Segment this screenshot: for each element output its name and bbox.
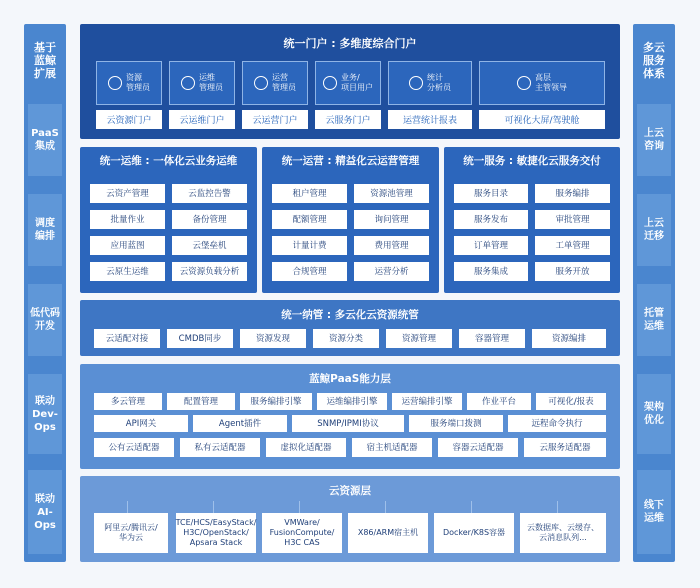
service-item[interactable]: 服务发布 xyxy=(454,210,528,229)
user-icon xyxy=(323,76,337,90)
ops-item[interactable]: 批量作业 xyxy=(90,210,165,229)
paas-row3-item[interactable]: 云服务适配器 xyxy=(524,438,606,457)
paas-row1-item[interactable]: 可视化/报表 xyxy=(536,393,606,410)
operation-item[interactable]: 租户管理 xyxy=(272,184,347,203)
paas-row2-item[interactable]: SNMP/IPMI协议 xyxy=(292,415,404,432)
left-sidebar xyxy=(24,24,66,562)
resource-item[interactable]: Docker/K8S容器 xyxy=(434,513,514,553)
left-bar-item[interactable]: 联动 AI- Ops xyxy=(28,470,62,554)
resource-item[interactable]: X86/ARM宿主机 xyxy=(348,513,428,553)
right-bar-item[interactable]: 上云 咨询 xyxy=(637,104,671,176)
portal-role-label: 统计 分析员 xyxy=(427,73,451,92)
operation-item[interactable]: 运营分析 xyxy=(354,262,429,281)
resource-item[interactable]: TCE/HCS/EasyStack/ H3C/OpenStack/ Apsara Stack xyxy=(176,513,256,553)
portal-link-ops[interactable]: 云运维门户 xyxy=(169,110,235,129)
connector-line xyxy=(471,501,472,513)
portal-title: 统一门户 : 多维度综合门户 xyxy=(283,37,417,50)
paas-layer xyxy=(80,364,620,469)
left-bar-head: 基于 蓝鲸 扩展 xyxy=(34,40,56,80)
resource-layer xyxy=(80,476,620,562)
nano-item[interactable]: 云适配对接 xyxy=(94,329,160,348)
leader-icon xyxy=(517,76,531,90)
paas-row1-item[interactable]: 运营编排引擎 xyxy=(392,393,462,410)
paas-row1-item[interactable]: 运维编排引擎 xyxy=(317,393,387,410)
nano-item[interactable]: 容器管理 xyxy=(459,329,525,348)
paas-row3-item[interactable]: 宿主机适配器 xyxy=(352,438,432,457)
nano-title: 统一纳管 : 多云化云资源统管 xyxy=(281,309,419,321)
ops-item[interactable]: 云监控告警 xyxy=(172,184,247,203)
ops-item[interactable]: 应用蓝图 xyxy=(90,236,165,255)
operation-panel xyxy=(262,147,439,293)
connector-line xyxy=(299,501,300,513)
service-item[interactable]: 服务开放 xyxy=(535,262,610,281)
paas-row1-item[interactable]: 服务编排引擎 xyxy=(240,393,312,410)
service-title: 统一服务 : 敏捷化云服务交付 xyxy=(463,155,601,167)
portal-role-project-user[interactable] xyxy=(315,61,381,105)
portal-role-label: 业务/ 项目用户 xyxy=(341,73,373,92)
portal-link-report[interactable]: 运营统计报表 xyxy=(388,110,472,129)
portal-link-resource[interactable]: 云资源门户 xyxy=(96,110,162,129)
ops-item[interactable]: 云堡垒机 xyxy=(172,236,247,255)
left-bar-item[interactable]: 低代码 开发 xyxy=(28,284,62,356)
ops-title: 统一运维 : 一体化云业务运维 xyxy=(99,155,238,167)
service-panel xyxy=(444,147,620,293)
paas-row2-item[interactable]: 远程命令执行 xyxy=(508,415,606,432)
paas-row1-item[interactable]: 多云管理 xyxy=(94,393,162,410)
service-item[interactable]: 服务编排 xyxy=(535,184,610,203)
portal-role-leader[interactable] xyxy=(479,61,605,105)
portal-layer xyxy=(80,24,620,139)
left-bar-item[interactable]: 调度 编排 xyxy=(28,194,62,266)
operator-icon xyxy=(254,76,268,90)
paas-row3-item[interactable]: 私有云适配器 xyxy=(180,438,260,457)
right-bar-item[interactable]: 托管 运维 xyxy=(637,284,671,356)
ops-item[interactable]: 云原生运维 xyxy=(90,262,165,281)
right-bar-head: 多云 服务 体系 xyxy=(643,40,665,80)
portal-role-resource-admin[interactable] xyxy=(96,61,162,105)
right-sidebar xyxy=(633,24,675,562)
operation-item[interactable]: 计量计费 xyxy=(272,236,347,255)
nano-item[interactable]: 资源分类 xyxy=(313,329,379,348)
user-icon xyxy=(108,76,122,90)
connector-line xyxy=(385,501,386,513)
ops-item[interactable]: 云资产管理 xyxy=(90,184,165,203)
analyst-icon xyxy=(409,76,423,90)
portal-role-ops-admin[interactable] xyxy=(169,61,235,105)
operation-item[interactable]: 合规管理 xyxy=(272,262,347,281)
service-item[interactable]: 订单管理 xyxy=(454,236,528,255)
operation-item[interactable]: 费用管理 xyxy=(354,236,429,255)
portal-role-label: 高层 主管领导 xyxy=(535,73,567,92)
resource-item[interactable]: 云数据库、云缓存、 云消息队列... xyxy=(520,513,606,553)
operation-item[interactable]: 资源池管理 xyxy=(354,184,429,203)
operation-item[interactable]: 询问管理 xyxy=(354,210,429,229)
connector-line xyxy=(557,501,558,513)
service-item[interactable]: 服务目录 xyxy=(454,184,528,203)
nano-item[interactable]: CMDB同步 xyxy=(167,329,233,348)
paas-row3-item[interactable]: 容器云适配器 xyxy=(438,438,518,457)
service-item[interactable]: 工单管理 xyxy=(535,236,610,255)
nano-item[interactable]: 资源编排 xyxy=(532,329,606,348)
service-item[interactable]: 服务集成 xyxy=(454,262,528,281)
left-bar-item[interactable]: 联动 Dev- Ops xyxy=(28,374,62,454)
left-bar-item[interactable]: PaaS 集成 xyxy=(28,104,62,176)
nano-item[interactable]: 资源管理 xyxy=(386,329,452,348)
paas-row3-item[interactable]: 虚拟化适配器 xyxy=(266,438,346,457)
operator-icon xyxy=(181,76,195,90)
portal-role-label: 资源 管理员 xyxy=(126,73,150,92)
resource-item[interactable]: 阿里云/腾讯云/ 华为云 xyxy=(94,513,168,553)
paas-title: 蓝鲸PaaS能力层 xyxy=(309,373,391,385)
paas-row1-item[interactable]: 配置管理 xyxy=(167,393,235,410)
portal-role-operation-admin[interactable] xyxy=(242,61,308,105)
right-bar-item[interactable]: 线下 运维 xyxy=(637,470,671,554)
nano-layer xyxy=(80,300,620,356)
paas-row1-item[interactable]: 作业平台 xyxy=(467,393,531,410)
nano-item[interactable]: 资源发现 xyxy=(240,329,306,348)
paas-row2-item[interactable]: 服务端口拨测 xyxy=(409,415,503,432)
resource-title: 云资源层 xyxy=(329,485,371,497)
ops-panel xyxy=(80,147,257,293)
resource-item[interactable]: VMWare/ FusionCompute/ H3C CAS xyxy=(262,513,342,553)
right-bar-item[interactable]: 上云 迁移 xyxy=(637,194,671,266)
ops-item[interactable]: 云资源负载分析 xyxy=(172,262,247,281)
paas-row2-item[interactable]: API网关 xyxy=(94,415,188,432)
portal-link-service[interactable]: 云服务门户 xyxy=(315,110,381,129)
portal-role-label: 运营 管理员 xyxy=(272,73,296,92)
portal-link-operation[interactable]: 云运营门户 xyxy=(242,110,308,129)
connector-line xyxy=(127,501,128,513)
portal-link-dashboard[interactable]: 可视化大屏/驾驶舱 xyxy=(479,110,605,129)
paas-row3-item[interactable]: 公有云适配器 xyxy=(94,438,174,457)
operation-title: 统一运营 : 精益化云运营管理 xyxy=(281,155,420,167)
paas-row2-item[interactable]: Agent插件 xyxy=(193,415,287,432)
portal-role-analyst[interactable] xyxy=(388,61,472,105)
ops-item[interactable]: 备份管理 xyxy=(172,210,247,229)
service-item[interactable]: 审批管理 xyxy=(535,210,610,229)
connector-line xyxy=(213,501,214,513)
right-bar-item[interactable]: 架构 优化 xyxy=(637,374,671,454)
operation-item[interactable]: 配额管理 xyxy=(272,210,347,229)
portal-role-label: 运维 管理员 xyxy=(199,73,223,92)
